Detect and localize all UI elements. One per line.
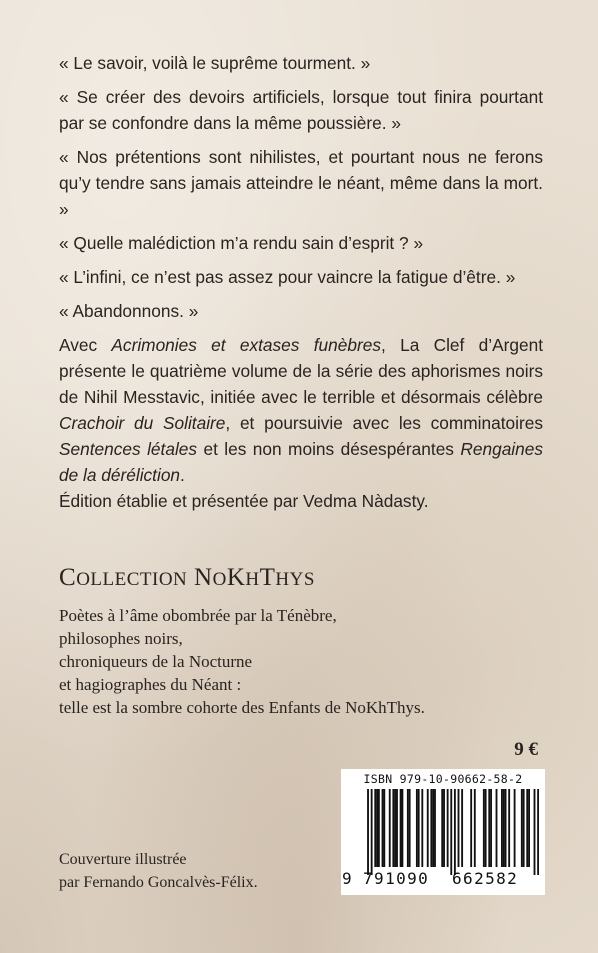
barcode-bar [534,789,536,875]
collection-title [59,564,315,592]
barcode-bar [490,789,492,867]
collection-line: philosophes noirs, [59,629,183,648]
edition-note: Édition établie et présentée par Vedma Nàdasty. [59,491,429,511]
barcode-bar [407,789,409,867]
credit-line: par Fernando Goncalvès-Félix. [59,874,258,891]
barcode-bar [376,789,378,867]
presentation-text: . [180,465,185,485]
title-smallcaps: OLLECTION [76,569,188,590]
barcode-bar [421,789,423,867]
barcode-bar [483,789,485,867]
collection-line: telle est la sombre cohorte des Enfants de NoKhThys. [59,698,425,717]
barcode-bar [470,789,472,867]
cover-credit [59,848,258,894]
barcode-bar [382,789,384,867]
isbn-barcode [341,769,545,895]
barcode-bar [503,789,505,867]
title-smallcaps: O [212,569,227,590]
barcode-bar [450,789,452,875]
barcode-bar [496,789,498,867]
barcode-bar [427,789,429,867]
aphorism-quote: « Abandonnons. » [59,301,199,321]
barcode-bar [488,789,490,867]
barcode-bar [528,789,530,867]
barcode-bar [461,789,463,867]
collection-description [59,604,529,719]
barcode-bar [392,789,394,867]
book-title: Rengaines de la déréliction [59,439,544,485]
barcode-bar [441,789,443,867]
barcode-bar [409,789,411,867]
barcode-bar [443,789,445,867]
barcode-bar [378,789,380,867]
barcode-bar [458,789,460,867]
barcode-bar [501,789,503,867]
barcode-left-digits: 791090 [363,869,430,888]
barcode-bar [418,789,420,867]
aphorism-quote: « Se créer des devoirs artificiels, lorsque tout finira pourtant par se confondre dans la même poussière. » [59,87,543,133]
barcode-bar [537,789,539,875]
collection-line: et hagiographes du Néant : [59,675,242,694]
barcode-bar [474,789,476,867]
isbn-label: ISBN 979-10-90662-58-2 [363,772,523,786]
barcode-bar [400,789,402,867]
barcode-bar [394,789,396,867]
price-label: 9 € [514,739,538,760]
title-smallcaps: HYS [275,569,315,590]
barcode-bar [485,789,487,867]
title-letter: T [259,564,276,591]
barcode-bar [401,789,403,867]
barcode-bar [454,789,456,875]
title-letter: C [59,564,77,591]
barcode-bar [371,789,373,875]
book-title: Acrimonies et extases funèbres [111,335,381,355]
barcode-bar [508,789,510,867]
barcode-bar [389,789,391,867]
barcode-first-digit: 9 [342,869,352,888]
presentation-paragraph [59,332,543,488]
title-letter: K [226,564,246,591]
book-title: Sentences létales [59,439,198,459]
barcode-bar [514,789,516,867]
barcode-bar [521,789,523,867]
aphorisms-block [59,50,543,514]
barcode-bar [505,789,507,867]
barcode-bar [523,789,525,867]
barcode-bar [434,789,436,867]
collection-line: Poètes à l’âme obombrée par la Ténèbre, [59,606,337,625]
book-title: Crachoir du Solitaire [59,413,226,433]
presentation-text: , La Clef d’Argent présente le quatrième volume de la série des aphorismes noirs de Nihil Messtavic, initiée avec le terrible et désormais célèbre [59,335,543,407]
barcode-bar [526,789,528,867]
presentation-text: , et poursuivie avec les comminatoires [225,413,543,433]
barcode-bar [416,789,418,867]
aphorism-quote: « Le savoir, voilà le suprême tourment. » [59,53,371,73]
credit-line: Couverture illustrée [59,851,187,868]
barcode-bar [430,789,432,867]
barcode-bar [383,789,385,867]
barcode-bar [396,789,398,867]
barcode-bar [367,789,369,875]
aphorism-quote: « Nos prétentions sont nihilistes, et pourtant nous ne ferons qu’y tendre sans jamais atteindre le néant, même dans la mort. » [59,147,543,219]
presentation-text: et les non moins désespérantes [197,439,461,459]
aphorism-quote: « Quelle malédiction m’a rendu sain d’esprit ? » [59,233,424,253]
title-letter: N [194,564,213,591]
barcode-right-digits: 662582 [452,869,519,888]
barcode-bar [432,789,434,867]
barcode-bar [374,789,376,867]
title-smallcaps: H [245,569,260,590]
barcode-bars [349,789,539,875]
aphorism-quote: « L’infini, ce n’est pas assez pour vaincre la fatigue d’être. » [59,267,516,287]
presentation-text: Avec [59,335,112,355]
barcode-bar [447,789,449,867]
collection-line: chroniqueurs de la Nocturne [59,652,253,671]
